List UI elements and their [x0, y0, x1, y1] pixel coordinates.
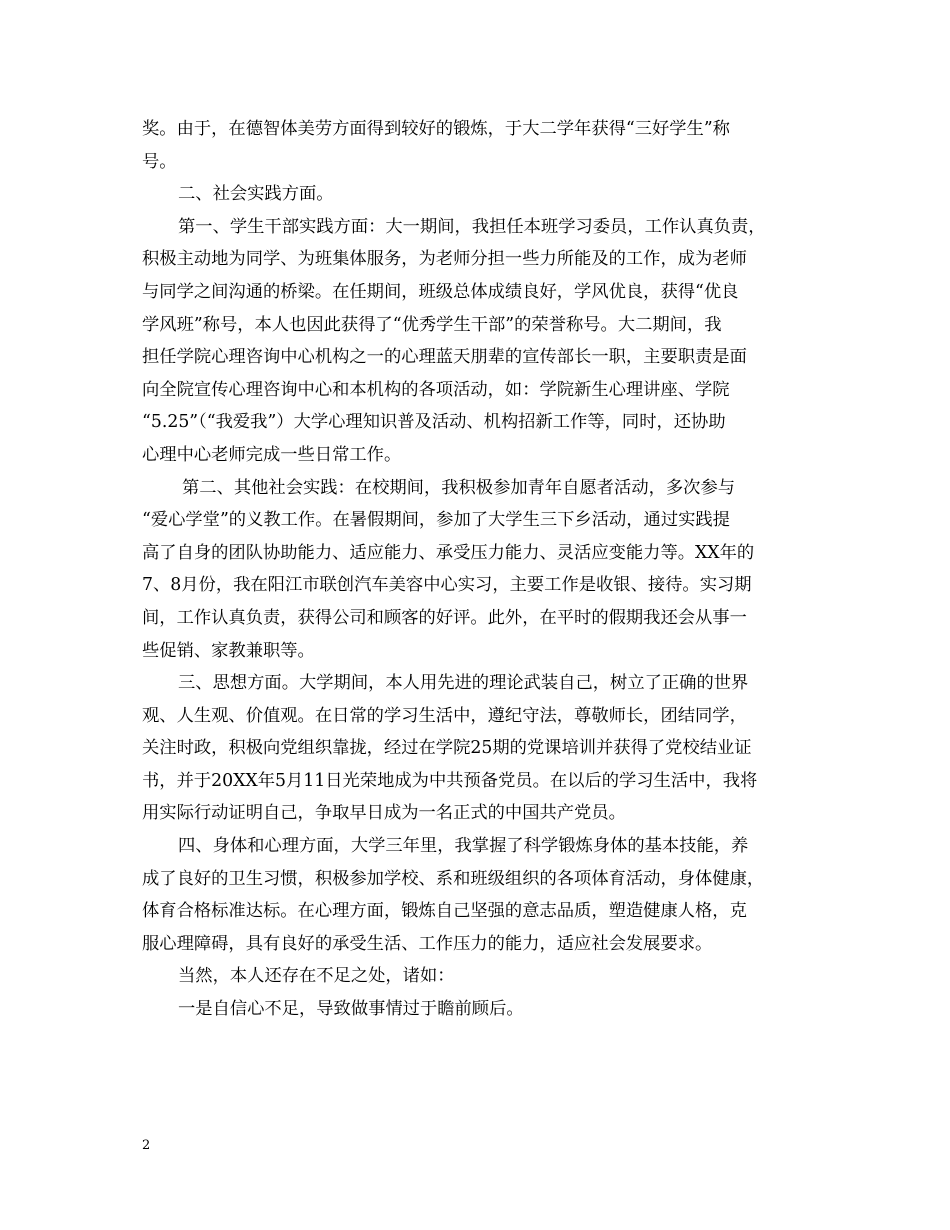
- text-line: 与同学之间沟通的桥梁。在任期间，班级总体成绩良好，学风优良，获得“优良: [142, 281, 739, 302]
- text-line: 间，工作认真负责，获得公司和顾客的好评。此外，在平时的假期我还会从事一: [142, 607, 747, 628]
- text-line: 书，并于20XX年5月11日光荣地成为中共预备党员。在以后的学习生活中，我将: [142, 770, 758, 791]
- text-line: 当然，本人还存在不足之处，诸如：: [178, 966, 455, 987]
- text-line: 向全院宣传心理咨询中心和本机构的各项活动，如：学院新生心理讲座、学院: [142, 379, 730, 400]
- text-line: “爱心学堂”的义教工作。在暑假期间，参加了大学生三下乡活动，通过实践提: [142, 510, 730, 531]
- text-line: 关注时政，积极向党组织靠拢，经过在学院25期的党课培训并获得了党校结业证: [142, 738, 752, 759]
- text-line: 学风班”称号，本人也因此获得了“优秀学生干部”的荣誉称号。大二期间，我: [142, 314, 722, 335]
- section-heading: 二、社会实践方面。: [178, 184, 334, 205]
- text-line: 三、思想方面。大学期间，本人用先进的理论武装自己，树立了正确的世界: [178, 673, 749, 694]
- text-line: 号。: [142, 151, 177, 172]
- text-line: 心理中心老师完成一些日常工作。: [142, 444, 402, 465]
- page-number: 2: [142, 1138, 151, 1153]
- text-line: 高了自身的团队协助能力、适应能力、承受压力能力、灵活应变能力等。XX年的: [142, 542, 755, 563]
- text-line: 成了良好的卫生习惯，积极参加学校、系和班级组织的各项体育活动，身体健康，: [142, 868, 765, 889]
- text-line: 用实际行动证明自己，争取早日成为一名正式的中国共产党员。: [142, 803, 626, 824]
- text-line: 第二、其他社会实践：在校期间，我积极参加青年自愿者活动，多次参与: [182, 477, 736, 498]
- text-line: 体育合格标准达标。在心理方面，锻炼自己坚强的意志品质，塑造健康人格，克: [142, 901, 747, 922]
- text-line: 些促销、家教兼职等。: [142, 640, 315, 661]
- text-line: 积极主动地为同学、为班集体服务，为老师分担一些力所能及的工作，成为老师: [142, 249, 747, 270]
- text-line: 7、8月份，我在阳江市联创汽车美容中心实习，主要工作是收银、接待。实习期: [142, 575, 752, 596]
- text-line: 观、人生观、价值观。在日常的学习生活中，遵纪守法，尊敬师长，团结同学，: [142, 705, 747, 726]
- text-line: 四、身体和心理方面，大学三年里，我掌握了科学锻炼身体的基本技能，养: [178, 836, 749, 857]
- body-text: [142, 113, 818, 1026]
- text-line: 一是自信心不足，导致做事情过于瞻前顾后。: [178, 999, 524, 1020]
- text-line: 第一、学生干部实践方面：大一期间，我担任本班学习委员，工作认真负责，: [178, 216, 766, 237]
- text-line: “5.25”（“我爱我”）大学心理知识普及活动、机构招新工作等，同时，还协助: [142, 412, 726, 433]
- text-line: 担任学院心理咨询中心机构之一的心理蓝天朋辈的宣传部长一职，主要职责是面: [142, 347, 747, 368]
- text-line: 奖。由于，在德智体美劳方面得到较好的锻炼，于大二学年获得“三好学生”称: [142, 119, 730, 139]
- text-line: 服心理障碍，具有良好的承受生活、工作压力的能力，适应社会发展要求。: [142, 933, 713, 954]
